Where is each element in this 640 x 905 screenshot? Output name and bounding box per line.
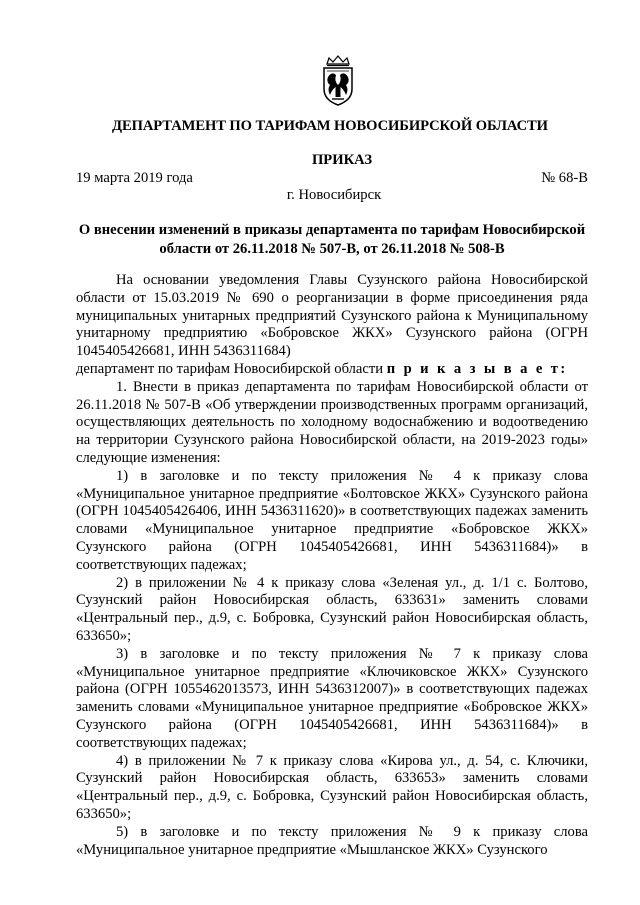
- sub-item-4: 4) в приложении № 7 к приказу слова «Кирова ул., д. 54, с. Ключики, Сузунский район Новосибирская область, 633653» заменить словами «Центральный пер., д.9, с. Бобровка, Сузунский район Новосибирская область, 633650»;: [76, 752, 588, 822]
- item-1: 1. Внести в приказ департамента по тарифам Новосибирской области от 26.11.2018 № 507-В «Об утверждении производственных программ организаций, осуществляющих деятельность по холодному водоснабжению и водоотведению на территории Сузунского района Новосибирской области, на 2019-2023 годы» следующие изменения:: [76, 378, 588, 466]
- document-type: ПРИКАЗ: [311, 152, 373, 168]
- document-body: [76, 272, 588, 859]
- orders-word: п р и к а з ы в а е т:: [386, 360, 568, 377]
- document-number: № 68-В: [541, 170, 588, 186]
- document-subject: О внесении изменений в приказы департамента по тарифам Новосибирской области от 26.11.2018 № 507-В, от 26.11.2018 № 508-В: [78, 222, 586, 257]
- document-date: 19 марта 2019 года: [76, 170, 193, 186]
- orders-prefix: департамент по тарифам Новосибирской области: [76, 360, 384, 377]
- basis-paragraph: На основании уведомления Главы Сузунского района Новосибирской области от 15.03.2019 № 690 о реорганизации в форме присоединения ряда муниципальных унитарных предприятий Сузунского района к Муниципальному унитарному предприятию «Бобровское ЖКХ» Сузунского района (ОГРН 1045405426681, ИНН 5436311684): [76, 272, 588, 360]
- document-city: г. Новосибирск: [286, 187, 382, 203]
- sub-item-2: 2) в приложении № 4 к приказу слова «Зеленая ул., д. 1/1 с. Болтово, Сузунский район Новосибирская область, 633631» заменить словами «Центральный пер., д.9, с. Бобровка, Сузунский район Новосибирская область, 633650»;: [76, 574, 588, 644]
- department-name: ДЕПАРТАМЕНТ ПО ТАРИФАМ НОВОСИБИРСКОЙ ОБЛАСТИ: [112, 118, 548, 134]
- sub-item-1: 1) в заголовке и по тексту приложения № 4 к приказу слова «Муниципальное унитарное предприятие «Болтовское ЖКХ» Сузунского района (ОГРН 1045405426406, ИНН 5436311620)» в соответствующих падежах заменить словами «Муниципальное унитарное предприятие «Бобровское ЖКХ» Сузунского района (ОГРН 1045405426681, ИНН 5436311684)» в соответствующих падежах;: [76, 467, 588, 573]
- sub-item-5: 5) в заголовке и по тексту приложения № 9 к приказу слова «Муниципальное унитарное предприятие «Мышланское ЖКХ» Сузунского: [76, 823, 588, 858]
- coat-of-arms-icon: [318, 55, 358, 107]
- orders-paragraph: [76, 361, 588, 379]
- sub-item-3: 3) в заголовке и по тексту приложения № 7 к приказу слова «Муниципальное унитарное предприятие «Ключиковское ЖКХ» Сузунского района (ОГРН 1055462013573, ИНН 5436312007)» в соответствующих падежах заменить словами «Муниципальное унитарное предприятие «Бобровское ЖКХ» Сузунского района (ОГРН 1045405426681, ИНН 5436311684)» в соответствующих падежах;: [76, 645, 588, 751]
